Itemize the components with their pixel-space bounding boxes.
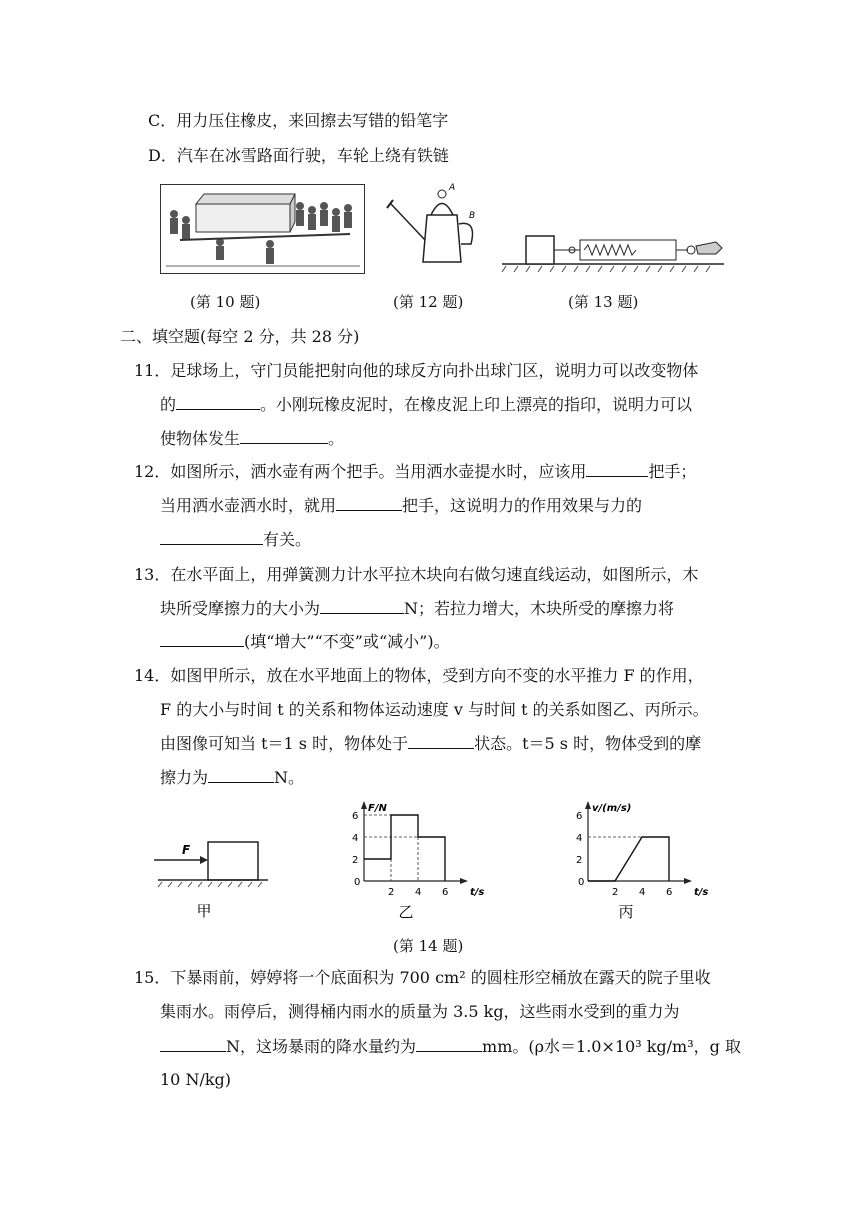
figure-q14-yi (336, 797, 496, 927)
blank[interactable] (160, 632, 244, 647)
x-axis-arrow (684, 878, 692, 884)
q15-line3: N，这场暴雨的降水量约为 mm。(ρ水＝1.0×10³ kg/m³，g 取 (160, 1037, 741, 1057)
y-tick-label: 4 (576, 833, 583, 844)
q13-line3: (填“增大”“不变”或“减小”)。 (160, 632, 450, 652)
q14-line4: 擦力为 N。 (160, 768, 305, 787)
y-tick-label: 2 (576, 855, 583, 866)
panel-label-yi: 乙 (398, 903, 414, 921)
caption-q10: (第 10 题) (190, 293, 261, 311)
y-axis-label: v/(m/s) (592, 803, 632, 814)
series-line (588, 837, 669, 881)
section-title: 二、填空题(每空 2 分，共 28 分) (120, 327, 360, 346)
panel-label-bing: 丙 (618, 903, 634, 921)
origin-label: 0 (578, 877, 585, 888)
q15-line2: 集雨水。雨停后，测得桶内雨水的质量为 3.5 kg，这些雨水受到的重力为 (160, 1002, 680, 1021)
blank[interactable] (416, 1037, 482, 1052)
q14-line1: 14．如图甲所示，放在水平地面上的物体，受到方向不变的水平推力 F 的作用， (134, 666, 704, 685)
y-axis-arrow (585, 801, 591, 809)
q11-line2: 的 。小刚玩橡皮泥时，在橡皮泥上印上漂亮的指印，说明力可以 (160, 395, 693, 414)
blank[interactable] (336, 496, 402, 511)
q13-line1: 13．在水平面上，用弹簧测力计水平拉木块向右做匀速直线运动，如图所示，木 (134, 565, 699, 584)
option-c: C．用力压住橡皮，来回擦去写错的铅笔字 (148, 111, 449, 130)
series-line (364, 815, 445, 881)
blank[interactable] (586, 462, 648, 477)
y-tick-label: 6 (576, 811, 583, 822)
q11-line3: 使物体发生 。 (160, 429, 345, 448)
x-tick-label: 6 (442, 887, 449, 898)
x-axis-label: t/s (694, 887, 709, 898)
x-axis-label: t/s (470, 887, 485, 898)
q11-line1: 11．足球场上，守门员能把射向他的球反方向扑出球门区，说明力可以改变物体 (134, 361, 699, 380)
q12-line2: 当用洒水壶洒水时，就用 把手，这说明力的作用效果与力的 (160, 496, 643, 515)
blank[interactable] (160, 1037, 226, 1052)
label-b: B (469, 211, 476, 221)
q15-line4: 10 N/kg) (160, 1070, 232, 1089)
option-d: D．汽车在冰雪路面行驶，车轮上绕有铁链 (148, 146, 449, 165)
caption-q13: (第 13 题) (568, 293, 639, 311)
figure-q10-crowd-pushing-box (160, 184, 365, 274)
q15-line1: 15．下暴雨前，婷婷将一个底面积为 700 cm² 的圆柱形空桶放在露天的院子里收 (134, 968, 711, 987)
caption-q14: (第 14 题) (393, 937, 464, 955)
x-tick-label: 2 (388, 887, 395, 898)
y-tick-label: 4 (352, 833, 359, 844)
y-tick-label: 6 (352, 811, 359, 822)
blank[interactable] (160, 530, 263, 545)
x-tick-label: 2 (612, 887, 619, 898)
figure-q12-watering-can (385, 180, 485, 270)
blank[interactable] (320, 599, 404, 614)
q14-line3: 由图像可知当 t＝1 s 时，物体处于 状态。t＝5 s 时，物体受到的摩 (160, 734, 702, 753)
q13-line2: 块所受摩擦力的大小为 N；若拉力增大，木块所受的摩擦力将 (160, 599, 675, 618)
x-tick-label: 4 (415, 887, 422, 898)
q12-line1: 12．如图所示，洒水壶有两个把手。当用洒水壶提水时，应该用 把手； (134, 462, 697, 481)
y-axis-arrow (361, 801, 367, 809)
label-a: A (449, 183, 456, 193)
blank[interactable] (208, 768, 274, 783)
q14-line2: F 的大小与时间 t 的关系和物体运动速度 v 与时间 t 的关系如图乙、丙所示。 (160, 700, 709, 719)
y-tick-label: 2 (352, 855, 359, 866)
origin-label: 0 (354, 877, 361, 888)
figure-q14-bing (560, 797, 720, 927)
blank[interactable] (176, 395, 260, 410)
force-label: F (182, 843, 191, 857)
blank[interactable] (408, 734, 474, 749)
q12-line3: 有关。 (160, 530, 311, 550)
x-axis-arrow (460, 878, 468, 884)
panel-label-jia: 甲 (196, 902, 212, 920)
y-axis-label: F/N (368, 803, 387, 814)
caption-q12: (第 12 题) (393, 293, 464, 311)
x-tick-label: 6 (666, 887, 673, 898)
figure-q14-jia (150, 836, 280, 926)
blank[interactable] (240, 429, 328, 444)
figure-q13-spring-scale (498, 224, 728, 274)
x-tick-label: 4 (639, 887, 646, 898)
